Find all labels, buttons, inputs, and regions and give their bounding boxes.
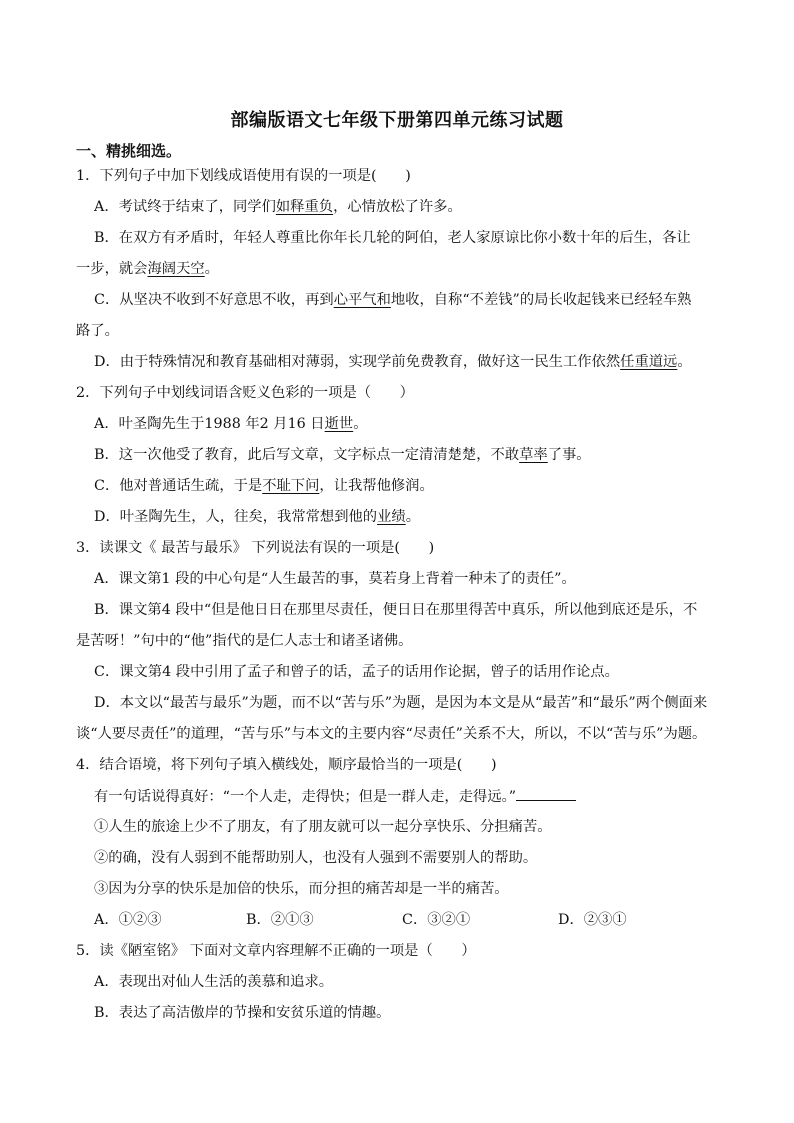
question-1-option-c-cont: 路了。 (76, 323, 119, 339)
question-1-option-d (94, 352, 692, 372)
underlined-idiom: 任重道远 (620, 354, 678, 370)
question-3-option-d-cont: 谈“人要尽责任”的道理，“苦与乐”与本文的主要内容“尽责任”关系不大，所以，不以“苦与乐”为题。 (76, 726, 707, 742)
question-2-stem: 2．下列句子中划线词语含贬义色彩的一项是（ ） (76, 385, 414, 401)
question-2-option-d (94, 507, 420, 527)
question-5-stem: 5．读《陋室铭》 下面对文章内容理解不正确的一项是（ ） (76, 943, 476, 959)
option-text: 。 (353, 416, 368, 432)
option-text: ，心情放松了许多。 (333, 199, 462, 215)
underlined-word: 业绩 (377, 509, 406, 525)
underlined-idiom: 如释重负 (275, 199, 334, 215)
question-1-option-b-cont (76, 259, 219, 279)
question-5-option-b: B．表达了高洁傲岸的节操和安贫乐道的情趣。 (94, 1005, 391, 1021)
question-1-option-a (94, 197, 462, 217)
option-text: A．叶圣陶先生于1988 年2 月16 日 (94, 416, 325, 432)
question-3-option-d: D．本文以“最苦与最乐”为题，而不以“苦与乐”为题，是因为本文是从“最苦”和“最乐”两个侧面来 (94, 695, 708, 711)
underlined-word: 不耻下问 (262, 478, 320, 494)
page-title: 部编版语文七年级下册第四单元练习试题 (230, 110, 564, 131)
underlined-word: 草率 (519, 447, 548, 463)
underlined-word: 逝世 (324, 416, 354, 432)
fill-blank (516, 786, 576, 801)
option-text: 地收，自称“不差钱”的局长收起钱来已经轻车熟 (390, 292, 692, 308)
option-text: D．叶圣陶先生，人，往矣，我常常想到他的 (94, 509, 378, 525)
option-text: 了事。 (547, 447, 591, 463)
question-4-choice-c: C．③②① (402, 912, 471, 928)
option-text: B．这一次他受了教育，此后写文章，文字标点一定清清楚楚，不敢 (94, 447, 520, 463)
question-4-quote (94, 786, 576, 807)
question-3-stem: 3．读课文《 最苦与最乐》 下列说法有误的一项是( ) (76, 540, 435, 556)
option-text: C．他对普通话生疏，于是 (94, 478, 263, 494)
question-4-sentence-2: ②的确，没有人弱到不能帮助别人，也没有人强到不需要别人的帮助。 (94, 850, 538, 866)
question-1-option-b: B．在双方有矛盾时，年轻人尊重比你年长几轮的阿伯，老人家原谅比你小数十年的后生，各让 (94, 230, 691, 246)
option-text: C．从坚决不收到不好意思不收，再到 (94, 292, 334, 308)
question-3-option-a: A．课文第1 段的中心句是“人生最苦的事，莫若身上背着一种未了的责任”。 (94, 571, 576, 587)
option-text: A．考试终于结束了，同学们 (94, 199, 276, 215)
question-3-option-b-cont: 是苦呀！”句中的“他”指代的是仁人志士和诸圣诸佛。 (76, 633, 413, 649)
question-4-sentence-1: ①人生的旅途上少不了朋友，有了朋友就可以一起分享快乐、分担痛苦。 (94, 819, 552, 835)
question-4-sentence-3: ③因为分享的快乐是加倍的快乐，而分担的痛苦却是一半的痛苦。 (94, 881, 509, 897)
question-1-option-c (94, 290, 691, 310)
question-1-stem: 1．下列句子中加下划线成语使用有误的一项是( ) (76, 168, 411, 184)
option-text: 。 (405, 509, 420, 525)
option-text: 。 (677, 354, 692, 370)
option-text: 一步，就会 (76, 261, 148, 277)
question-2-option-a (94, 414, 368, 434)
option-text: 。 (204, 261, 219, 277)
question-5-option-a: A．表现出对仙人生活的羡慕和追求。 (94, 974, 334, 990)
question-2-option-b (94, 445, 591, 465)
question-2-option-c (94, 476, 434, 496)
question-4-choice-b: B．②①③ (246, 912, 314, 928)
question-3-option-b: B．课文第4 段中“但是他日日在那里尽责任，便日日在那里得苦中真乐，所以他到底还是乐，不 (94, 602, 698, 618)
underlined-idiom: 海阔天空 (147, 261, 205, 277)
underlined-idiom: 心平气和 (333, 292, 391, 308)
question-3-option-c: C．课文第4 段中引用了孟子和曾子的话，孟子的话用作论据，曾子的话用作论点。 (94, 664, 619, 680)
option-text: D．由于特殊情况和教育基础相对薄弱，实现学前免费教育，做好这一民生工作依然 (94, 354, 621, 370)
question-4-choice-a: A．①②③ (94, 912, 162, 928)
quote-text: 有一句话说得真好：“一个人走，走得快；但是一群人走，走得远。” (94, 789, 517, 805)
question-4-stem: 4．结合语境，将下列句子填入横线处，顺序最恰当的一项是( ) (76, 757, 497, 773)
question-4-choice-d: D．②③① (558, 912, 627, 928)
option-text: ，让我帮他修润。 (319, 478, 434, 494)
section-heading: 一、精挑细选。 (76, 142, 182, 160)
